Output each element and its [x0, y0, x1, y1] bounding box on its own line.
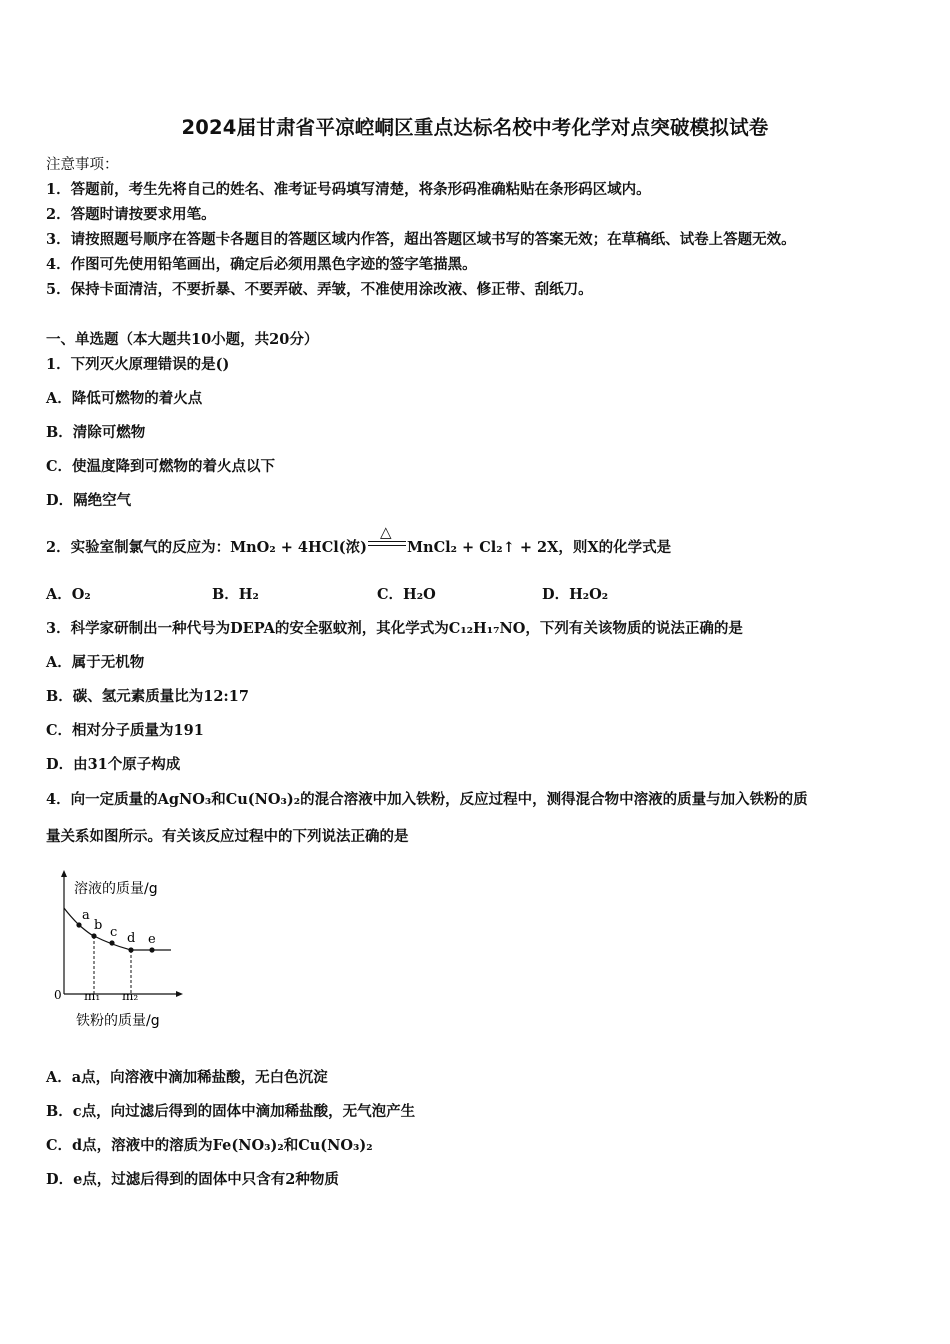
q2-option-b: B．H₂ [212, 586, 259, 603]
q2-stem [46, 523, 672, 557]
heat-condition: △ [379, 523, 392, 541]
q2-products: MnCl₂ + Cl₂↑ + 2X [406, 539, 559, 556]
point-b [91, 933, 96, 938]
q4-option-a: A．a点，向溶液中滴加稀盐酸，无白色沉淀 [46, 1069, 328, 1086]
q1-option-b: B．清除可燃物 [46, 424, 146, 441]
x-axis-label: 铁粉的质量/g [76, 1013, 160, 1029]
q3-stem: 3．科学家研制出一种代号为DEPA的安全驱蚊剂，其化学式为C₁₂H₁₇NO，下列有关该物质的说法正确的是 [46, 620, 743, 637]
notice-item: 5．保持卡面清洁，不要折暴、不要弄破、弄皱，不准使用涂改液、修正带、刮纸刀。 [46, 281, 593, 298]
origin-label: 0 [54, 988, 62, 1002]
q4-option-b: B．c点，向过滤后得到的固体中滴加稀盐酸，无气泡产生 [46, 1103, 416, 1120]
q3-option-b: B．碳、氢元素质量比为12:17 [46, 688, 249, 705]
section-heading: 一、单选题（本大题共10小题，共20分） [46, 331, 319, 348]
q1-option-a: A．降低可燃物的着火点 [46, 390, 203, 407]
q2-stem-suffix: ，则X的化学式是 [558, 539, 672, 556]
point-label-e: e [148, 932, 156, 947]
point-a [76, 922, 81, 927]
reaction-arrow [368, 523, 406, 555]
q3-option-a: A．属于无机物 [46, 654, 145, 671]
y-axis-arrow [61, 870, 67, 877]
notice-heading: 注意事项： [46, 157, 119, 173]
q2-reactants: MnO₂ + 4HCl(浓) [230, 539, 367, 556]
q4-stem-line2: 量关系如图所示。有关该反应过程中的下列说法正确的是 [46, 828, 409, 845]
point-label-a: a [82, 908, 90, 923]
q3-option-d: D．由31个原子构成 [46, 756, 181, 773]
q2-option-d: D．H₂O₂ [542, 586, 609, 603]
point-c [109, 940, 114, 945]
point-e [149, 947, 154, 952]
tick-label-m1: m₁ [84, 989, 101, 1003]
point-label-c: c [110, 925, 118, 940]
point-label-b: b [94, 918, 103, 933]
x-axis-arrow [176, 991, 183, 997]
q4-stem-line1: 4．向一定质量的AgNO₃和Cu(NO₃)₂的混合溶液中加入铁粉，反应过程中，测得混合物中溶液的质量与加入铁粉的质 [46, 791, 808, 808]
q3-option-c: C．相对分子质量为191 [46, 722, 204, 739]
page-title: 2024届甘肃省平凉崆峒区重点达标名校中考化学对点突破模拟试卷 [181, 116, 769, 139]
solution-mass-graph [46, 868, 196, 1038]
y-axis-label: 溶液的质量/g [74, 881, 158, 897]
q2-stem-prefix: 2．实验室制氯气的反应为： [46, 539, 231, 556]
q4-option-c: C．d点，溶液中的溶质为Fe(NO₃)₂和Cu(NO₃)₂ [46, 1137, 373, 1154]
tick-label-m2: m₂ [122, 989, 139, 1003]
notice-item: 1．答题前，考生先将自己的姓名、准考证号码填写清楚，将条形码准确粘贴在条形码区域内。 [46, 181, 651, 198]
q2-option-c: C．H₂O [377, 586, 436, 603]
point-d [128, 947, 133, 952]
q4-figure [46, 868, 196, 1038]
q2-option-a: A．O₂ [46, 586, 91, 603]
q1-stem: 1．下列灭火原理错误的是() [46, 356, 230, 373]
point-label-d: d [127, 931, 136, 946]
notice-item: 4．作图可先使用铅笔画出，确定后必须用黑色字迹的签字笔描黑。 [46, 256, 477, 273]
q1-option-c: C．使温度降到可燃物的着火点以下 [46, 458, 276, 475]
notice-item: 2．答题时请按要求用笔。 [46, 206, 216, 223]
notice-item: 3．请按照题号顺序在答题卡各题目的答题区域内作答，超出答题区域书写的答案无效；在草稿纸、试卷上答题无效。 [46, 231, 796, 248]
q1-option-d: D．隔绝空气 [46, 492, 132, 509]
q4-option-d: D．e点，过滤后得到的固体中只含有2种物质 [46, 1171, 339, 1188]
